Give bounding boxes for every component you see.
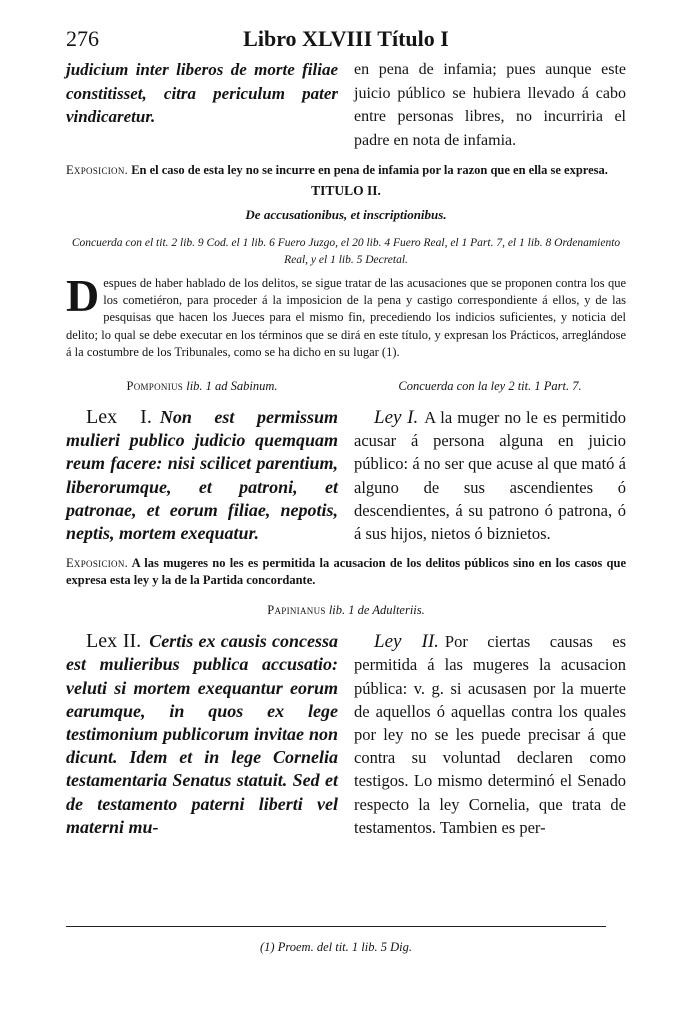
spanish-continuation: en pena de infamia; pues aunque este juicio público se hubiera llevado á cabo entre personas libres, no incurriria el padre en nota de infamia. xyxy=(354,61,626,149)
exposicion-label-2: Exposicion. xyxy=(66,556,129,571)
continuation-columns xyxy=(66,58,626,152)
footnote: (1) Proem. del tit. 1 lib. 5 Dig. xyxy=(260,940,412,954)
ley-1-label: Ley I. xyxy=(374,407,419,429)
lex-2-text: Certis ex causis concessa est mulieribus publica accusatio: veluti si mortem exequantur eorum earumque, in quos ex lege testimonium publicorum invitae non dicunt. Idem et in lege Cornelia testamentaria Senatus statuit. Sed et de testamento paterni liberti vel materni mu- xyxy=(66,631,338,837)
source-author: Pomponius xyxy=(126,379,184,394)
ley-1-text: A la muger no le es permitido acusar á persona alguna en juicio público: á no ser que acuse al que mató á alguno de sus ascendientes ó descendientes, á su patrono ó patrona, ó á sus hijos, nietos ó biznietos. xyxy=(354,408,627,544)
source-row-1 xyxy=(66,379,626,394)
page xyxy=(66,24,626,839)
exposicion-text-2: A las mugeres no les es permitida la acusacion de los delitos públicos sino en los casos que expresa esta ley y la de la Partida concordante. xyxy=(66,556,626,588)
lex-2-label: Lex II. xyxy=(86,630,142,653)
exposicion-2 xyxy=(66,555,626,589)
exposicion-1 xyxy=(66,162,626,179)
drop-cap: D xyxy=(66,270,100,321)
source-ref-2: lib. 1 de Adulteriis. xyxy=(328,603,425,618)
intro-paragraph xyxy=(66,270,626,361)
intro-text: espues de haber hablado de los delitos, se sigue tratar de las acusaciones que se proponen contra los que los cometiéron, para proceder á la imposicion de la pena y castigo correspondiente á ellos, y de las pesquisas que hacen los Jueces para el mismo fin, precediendo los indicios suficientes, y noticia del delito; lo qual se debe executar en los términos que se dirá en este título, y expresan los Prácticos, arreglándose á la costumbre de los Tribunales, como se ha dicho en su lugar (1). xyxy=(66,276,626,359)
source-left xyxy=(66,379,338,394)
lex-2-latin xyxy=(66,630,338,839)
source-row-2 xyxy=(66,603,626,618)
running-header xyxy=(66,24,626,58)
footnote-rule xyxy=(66,926,606,927)
source-ref: lib. 1 ad Sabinum. xyxy=(186,379,278,394)
concordance-note: Concuerda con el tit. 2 lib. 9 Cod. el 1 lib. 6 Fuero Juzgo, el 20 lib. 4 Fuero Real, el 1 Part. 7, el 1 lib. 8 Ordenamiento Real, y el 1 lib. 5 Decretal. xyxy=(71,237,621,266)
law-2 xyxy=(66,630,626,839)
exposicion-label: Exposicion. xyxy=(66,163,129,177)
law-1 xyxy=(66,406,626,545)
ley-2-label: Ley II. xyxy=(374,631,439,653)
source-author-2: Papinianus xyxy=(267,603,326,618)
exposicion-text: En el caso de esta ley no se incurre en pena de infamia por la razon que en ella se expresa. xyxy=(131,163,608,177)
lex-1-text: Non est permissum mulieri publico judicio quemquam reum facere: nisi scilicet parentium, liberorumque, et patroni, et patronae, et eorum filiae, nepotis, neptis, mortem exequatur. xyxy=(66,407,338,544)
lex-1-label: Lex I. xyxy=(86,406,152,429)
title-subtitle: De accusationibus, et inscriptionibus. xyxy=(245,207,447,222)
ley-2-text: Por ciertas causas es permitida á las mugeres la acusacion pública: v. g. si acusasen por la muerte de aquellos ó aquellas contra los quales por ley no se les puede precisar á que contra su voluntad declaren como testigos. Lo mismo determinó el Senado respecto la ley Cornelia, que trata de testamentos. Tambien es per- xyxy=(354,632,626,837)
ley-1-spanish xyxy=(354,406,626,545)
ley-2-spanish xyxy=(354,630,626,839)
page-number: 276 xyxy=(66,26,99,51)
running-title: Libro XLVIII Título I xyxy=(243,26,449,51)
title-heading: TITULO II. xyxy=(311,183,381,198)
lex-1-latin xyxy=(66,406,338,545)
source-right: Concuerda con la ley 2 tit. 1 Part. 7. xyxy=(398,379,582,394)
latin-continuation: judicium inter liberos de morte filiae constitisset, citra periculum pater vindicaretur. xyxy=(66,60,338,126)
